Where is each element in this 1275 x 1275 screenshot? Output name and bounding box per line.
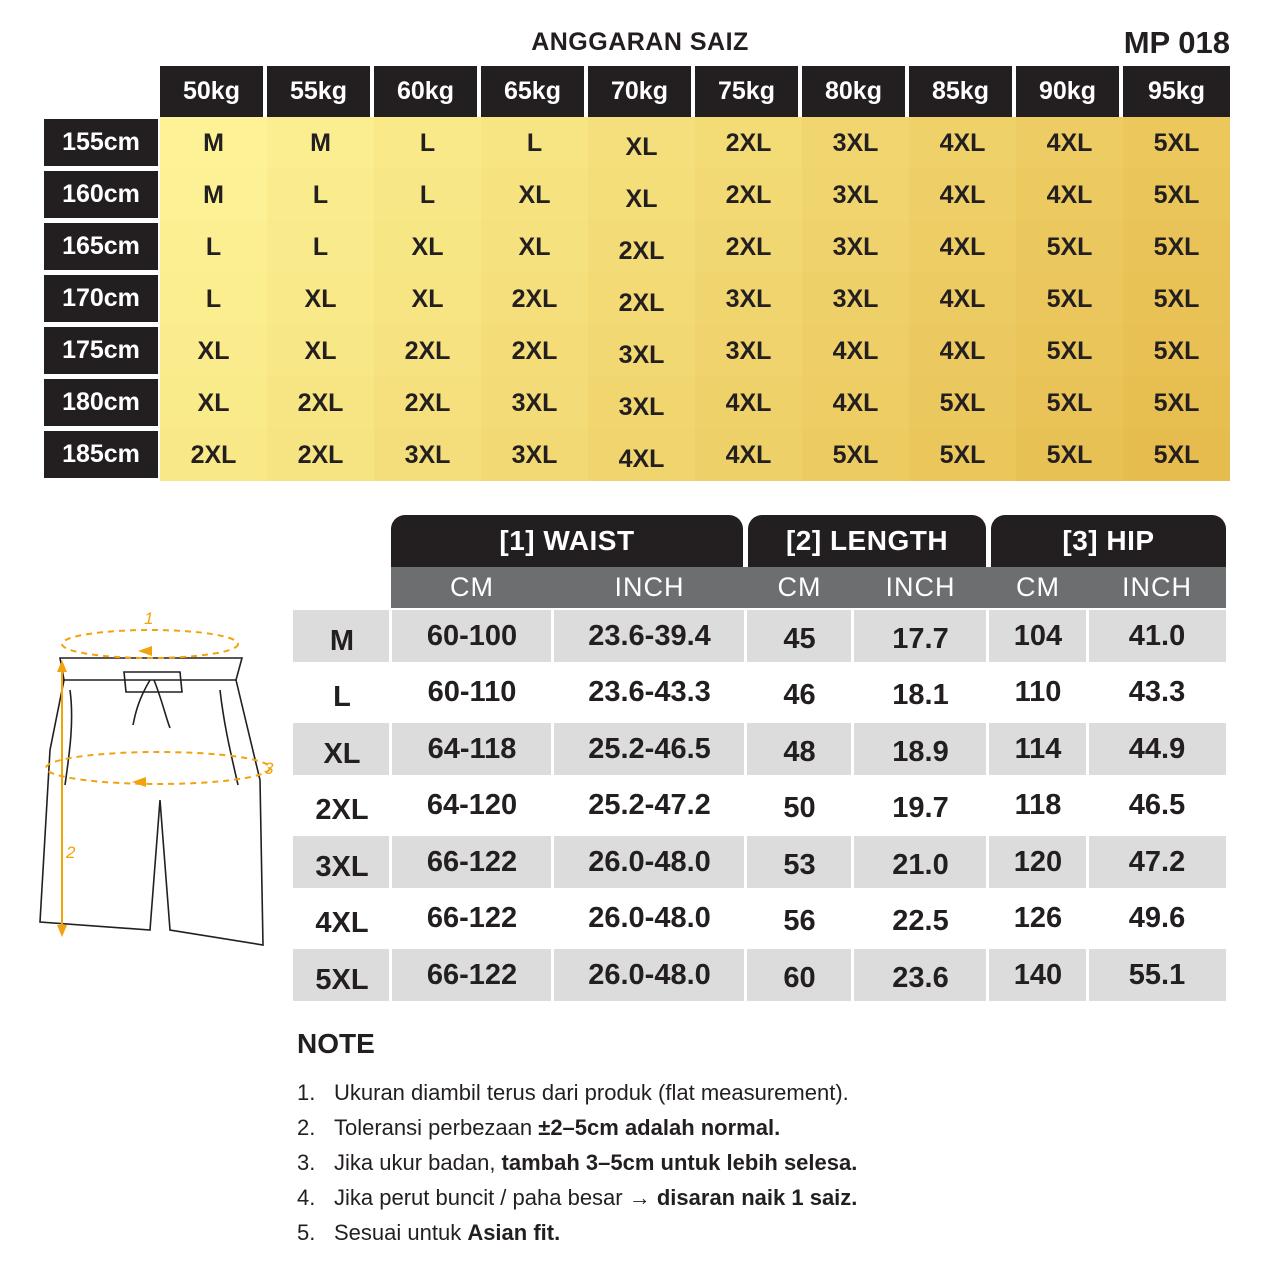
size-cell: 3XL xyxy=(802,117,909,169)
note-item xyxy=(297,1183,857,1218)
note-number: 5. xyxy=(297,1220,316,1245)
size-cell: 3XL xyxy=(374,429,481,481)
size-cell: M xyxy=(160,169,267,221)
hip-measure-line xyxy=(46,752,270,784)
diagram-label-2: 2 xyxy=(66,843,76,862)
size-cell: L xyxy=(374,117,481,169)
size-cell: 5XL xyxy=(1016,273,1123,325)
measure-value: 104 xyxy=(1013,619,1063,652)
measure-value: 60-100 xyxy=(426,619,518,652)
shorts-outline-icon xyxy=(40,658,263,945)
size-cell: M xyxy=(160,117,267,169)
measure-value: 18.9 xyxy=(892,735,949,768)
unit-header: CM xyxy=(450,572,494,602)
size-cell: 5XL xyxy=(1123,169,1230,221)
weight-header: 60kg xyxy=(374,66,477,117)
weight-header: 80kg xyxy=(802,66,905,117)
size-cell: XL xyxy=(160,325,267,377)
height-header: 160cm xyxy=(44,171,158,218)
measure-value: 110 xyxy=(1014,676,1062,708)
size-cell: 4XL xyxy=(909,325,1016,377)
note-number: 3. xyxy=(297,1150,316,1175)
size-cell: 4XL xyxy=(588,429,695,481)
measure-value: 23.6-39.4 xyxy=(588,619,711,652)
measure-value: 46 xyxy=(783,679,816,711)
diagram-label-3: 3 xyxy=(264,759,274,778)
diagram-label-1: 1 xyxy=(144,609,154,628)
height-header: 155cm xyxy=(44,119,158,166)
note-item xyxy=(297,1218,857,1253)
measure-value: 23.6-43.3 xyxy=(588,676,711,708)
unit-header: CM xyxy=(1016,572,1060,602)
size-label: M xyxy=(329,624,355,657)
size-cell: 2XL xyxy=(160,429,267,481)
size-cell: 4XL xyxy=(909,169,1016,221)
size-cell: XL xyxy=(374,221,481,273)
height-header: 185cm xyxy=(44,431,158,478)
measure-value: 66-122 xyxy=(426,958,518,991)
size-cell: 4XL xyxy=(909,221,1016,273)
measure-value: 45 xyxy=(783,622,816,655)
size-cell: XL xyxy=(481,169,588,221)
group-header: [3] HIP xyxy=(991,515,1226,567)
column-separator xyxy=(389,608,392,1008)
size-cell: L xyxy=(160,273,267,325)
size-cell: 3XL xyxy=(588,325,695,377)
measure-value: 41.0 xyxy=(1128,619,1186,652)
size-label: 3XL xyxy=(315,850,369,883)
measure-value: 26.0-48.0 xyxy=(588,958,711,991)
size-cell: 5XL xyxy=(1016,429,1123,481)
notes-list xyxy=(297,1078,857,1253)
size-cell: 3XL xyxy=(588,377,695,429)
measure-value: 26.0-48.0 xyxy=(588,902,711,934)
note-text: Sesuai untuk xyxy=(334,1220,468,1245)
size-cell: 5XL xyxy=(1123,325,1230,377)
size-cell: 5XL xyxy=(909,429,1016,481)
size-cell: 4XL xyxy=(802,325,909,377)
weight-header: 55kg xyxy=(267,66,370,117)
measure-value: 55.1 xyxy=(1128,958,1186,991)
size-cell: 2XL xyxy=(481,273,588,325)
height-header: 180cm xyxy=(44,379,158,426)
note-text: Toleransi perbezaan xyxy=(334,1115,539,1140)
measure-value: 17.7 xyxy=(892,622,949,655)
size-cell: 2XL xyxy=(481,325,588,377)
size-cell: 4XL xyxy=(909,117,1016,169)
measure-value: 114 xyxy=(1014,732,1062,765)
measure-value: 22.5 xyxy=(892,905,949,937)
size-cell: XL xyxy=(481,221,588,273)
size-cell: 5XL xyxy=(1016,221,1123,273)
size-cell: 4XL xyxy=(802,377,909,429)
size-cell: 5XL xyxy=(802,429,909,481)
chart-title: ANGGARAN SAIZ xyxy=(531,28,749,56)
size-cell: L xyxy=(481,117,588,169)
measure-value: 64-118 xyxy=(427,732,517,765)
size-cell: 3XL xyxy=(695,273,802,325)
column-separator xyxy=(851,608,854,1008)
size-cell: 2XL xyxy=(588,221,695,273)
column-separator xyxy=(551,608,554,1008)
column-separator xyxy=(1086,608,1089,1008)
weight-header: 75kg xyxy=(695,66,798,117)
note-emphasis: tambah 3–5cm untuk lebih selesa. xyxy=(501,1150,858,1175)
size-cell: 5XL xyxy=(1123,273,1230,325)
measure-value: 49.6 xyxy=(1128,902,1186,934)
measure-value: 66-122 xyxy=(426,845,518,878)
size-cell: 2XL xyxy=(267,429,374,481)
weight-header: 50kg xyxy=(160,66,263,117)
note-item xyxy=(297,1148,857,1183)
column-separator xyxy=(986,608,989,1008)
size-cell: 2XL xyxy=(695,221,802,273)
measure-value: 44.9 xyxy=(1128,732,1186,765)
size-cell: 5XL xyxy=(909,377,1016,429)
size-cell: 3XL xyxy=(802,273,909,325)
measure-value: 118 xyxy=(1014,789,1062,821)
size-label: 2XL xyxy=(315,794,369,826)
measure-value: 19.7 xyxy=(892,792,949,824)
measure-value: 53 xyxy=(783,848,816,881)
size-cell: 2XL xyxy=(588,273,695,325)
size-cell: 3XL xyxy=(802,221,909,273)
size-cell: 2XL xyxy=(695,117,802,169)
note-emphasis: Asian fit. xyxy=(467,1220,561,1245)
height-header: 175cm xyxy=(44,327,158,374)
note-number: 1. xyxy=(297,1080,316,1105)
size-cell: 4XL xyxy=(909,273,1016,325)
size-cell: 5XL xyxy=(1016,377,1123,429)
weight-header: 95kg xyxy=(1123,66,1230,117)
size-cell: 3XL xyxy=(802,169,909,221)
unit-header: INCH xyxy=(614,572,685,602)
measure-value: 60 xyxy=(783,961,816,994)
measure-value: 48 xyxy=(783,735,816,768)
note-item xyxy=(297,1113,857,1148)
size-cell: L xyxy=(267,221,374,273)
group-header: [2] LENGTH xyxy=(748,515,986,567)
size-cell: 4XL xyxy=(695,377,802,429)
note-emphasis: disaran naik 1 saiz. xyxy=(656,1185,858,1210)
size-cell: XL xyxy=(374,273,481,325)
measure-value: 46.5 xyxy=(1128,789,1186,821)
size-cell: 5XL xyxy=(1123,377,1230,429)
size-cell: 3XL xyxy=(695,325,802,377)
size-cell: 2XL xyxy=(267,377,374,429)
note-item xyxy=(297,1078,857,1113)
size-label: XL xyxy=(323,737,361,770)
size-cell: L xyxy=(374,169,481,221)
size-cell: 4XL xyxy=(1016,169,1123,221)
measure-value: 120 xyxy=(1013,845,1063,878)
note-title: NOTE xyxy=(297,1028,375,1059)
measure-value: 25.2-47.2 xyxy=(588,789,711,821)
measure-value: 64-120 xyxy=(426,789,518,821)
size-cell: 5XL xyxy=(1016,325,1123,377)
size-cell: M xyxy=(267,117,374,169)
size-cell: 2XL xyxy=(695,169,802,221)
column-separator xyxy=(744,608,747,1008)
size-cell: 5XL xyxy=(1123,429,1230,481)
measure-value: 23.6 xyxy=(892,961,949,994)
measure-value: 25.2-46.5 xyxy=(588,732,711,765)
measure-value: 140 xyxy=(1013,958,1063,991)
size-cell: 5XL xyxy=(1123,221,1230,273)
size-cell: L xyxy=(160,221,267,273)
size-cell: 5XL xyxy=(1123,117,1230,169)
note-text: Jika ukur badan, xyxy=(334,1150,502,1175)
measure-value: 56 xyxy=(783,905,816,937)
note-number: 2. xyxy=(297,1115,316,1140)
measure-value: 21.0 xyxy=(892,848,949,881)
size-cell: 3XL xyxy=(481,377,588,429)
shorts-diagram xyxy=(30,600,290,960)
measure-value: 47.2 xyxy=(1128,845,1186,878)
measure-value: 66-122 xyxy=(426,902,518,934)
note-text: Jika perut buncit / paha besar → xyxy=(334,1185,657,1210)
size-cell: XL xyxy=(267,325,374,377)
size-label: L xyxy=(333,681,351,713)
group-header: [1] WAIST xyxy=(391,515,743,567)
measure-value: 18.1 xyxy=(892,679,949,711)
size-cell: L xyxy=(267,169,374,221)
note-emphasis: ±2–5cm adalah normal. xyxy=(538,1115,781,1140)
unit-header: INCH xyxy=(885,572,956,602)
unit-header: CM xyxy=(777,572,822,602)
size-cell: 4XL xyxy=(1016,117,1123,169)
note-number: 4. xyxy=(297,1185,316,1210)
size-cell: 2XL xyxy=(374,377,481,429)
size-cell: XL xyxy=(588,117,695,169)
size-cell: 2XL xyxy=(374,325,481,377)
height-header: 170cm xyxy=(44,275,158,322)
weight-header: 70kg xyxy=(588,66,691,117)
weight-header: 85kg xyxy=(909,66,1012,117)
measure-value: 43.3 xyxy=(1128,676,1186,708)
unit-header: INCH xyxy=(1122,572,1192,602)
size-cell: 4XL xyxy=(695,429,802,481)
size-cell: 3XL xyxy=(481,429,588,481)
size-label: 4XL xyxy=(315,907,369,939)
product-code: MP 018 xyxy=(1123,25,1230,60)
measure-value: 50 xyxy=(783,792,816,824)
size-cell: XL xyxy=(267,273,374,325)
size-label: 5XL xyxy=(315,963,369,996)
measure-value: 126 xyxy=(1013,902,1063,934)
measure-value: 60-110 xyxy=(427,676,517,708)
size-cell: XL xyxy=(588,169,695,221)
height-header: 165cm xyxy=(44,223,158,270)
note-text: Ukuran diambil terus dari produk (flat measurement). xyxy=(334,1080,849,1105)
weight-header: 65kg xyxy=(481,66,584,117)
weight-header: 90kg xyxy=(1016,66,1119,117)
size-cell: XL xyxy=(160,377,267,429)
measure-value: 26.0-48.0 xyxy=(588,845,711,878)
